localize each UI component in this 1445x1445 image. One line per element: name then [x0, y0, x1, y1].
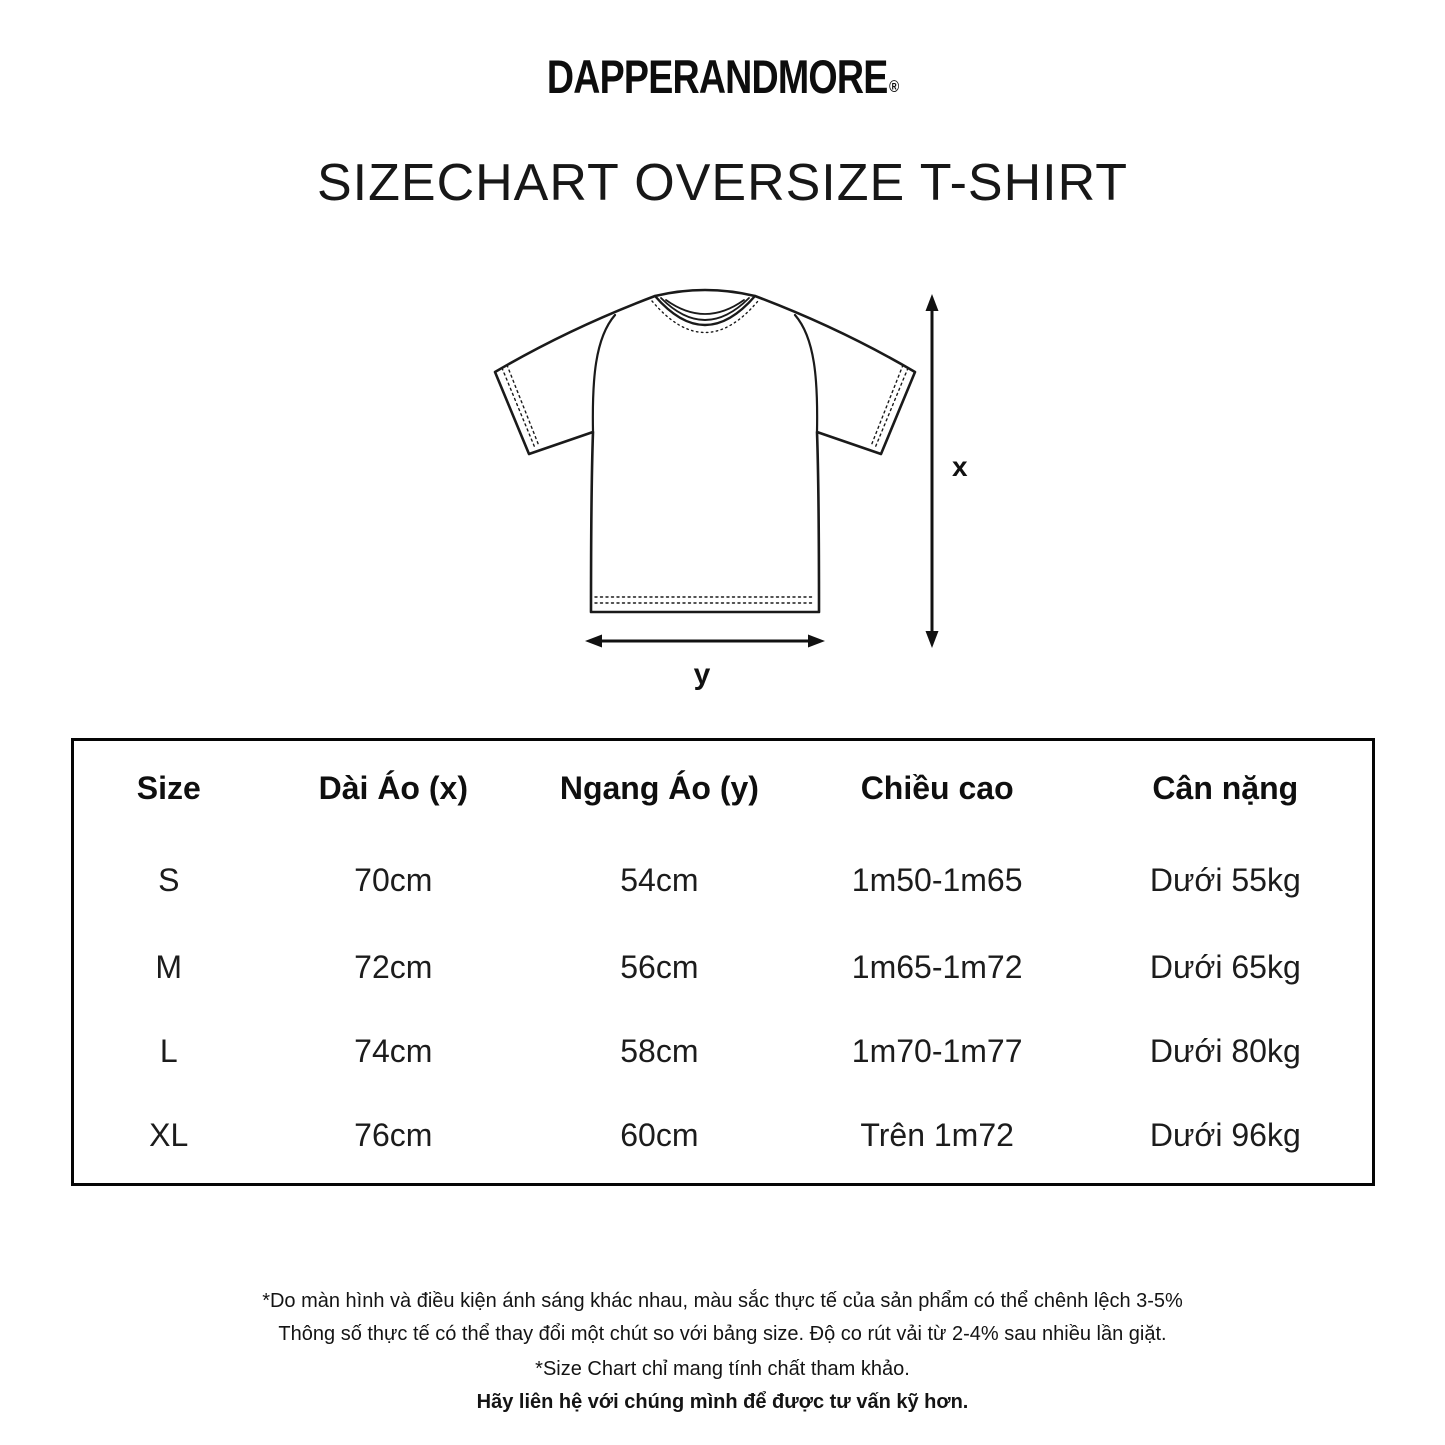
- registered-trademark-mark: ®: [888, 77, 899, 96]
- x-label: x: [952, 451, 968, 482]
- row-s-weight: Dưới 55kg: [1149, 861, 1301, 898]
- row-m-width: 56cm: [620, 948, 699, 985]
- row-s-size: S: [158, 861, 180, 898]
- note-line-1: *Do màn hình và điều kiện ánh sáng khác nhau, màu sắc thực tế của sản phẩm có thể chênh lệch 3-5%: [262, 1290, 1183, 1312]
- note-line-4: Hãy liên hệ với chúng mình để được tư vấn kỹ hơn.: [476, 1391, 969, 1413]
- row-xl-length: 76cm: [354, 1116, 433, 1153]
- brand-logo: [0, 50, 1445, 112]
- row-xl-weight: Dưới 96kg: [1149, 1116, 1301, 1153]
- page-title: SIZECHART OVERSIZE T-SHIRT: [317, 154, 1128, 212]
- row-l-width: 58cm: [620, 1032, 699, 1069]
- note-line-3: *Size Chart chỉ mang tính chất tham khảo.: [535, 1358, 910, 1380]
- reference-notes: [0, 1353, 1445, 1419]
- tshirt-measurement-diagram: [465, 268, 1025, 693]
- width-arrow-y: [585, 635, 825, 648]
- row-m-height: 1m65-1m72: [851, 948, 1023, 985]
- note-line-2: Thông số thực tế có thể thay đổi một chút so với bảng size. Độ co rút vải từ 2-4% sau nhiều lần giặt.: [278, 1323, 1167, 1345]
- row-xl-height: Trên 1m72: [860, 1116, 1014, 1153]
- tshirt-outline: [495, 290, 915, 612]
- row-m-size: M: [155, 948, 183, 985]
- length-arrow-x: [926, 294, 939, 648]
- row-l-length: 74cm: [354, 1032, 433, 1069]
- row-s-width: 54cm: [620, 861, 699, 898]
- size-table: [71, 738, 1375, 1186]
- brand-logo-text: DAPPERANDMORE: [546, 50, 888, 103]
- header-weight: Cân nặng: [1152, 769, 1299, 806]
- row-xl-width: 60cm: [620, 1116, 699, 1153]
- y-label: y: [693, 658, 711, 691]
- row-l-weight: Dưới 80kg: [1149, 1032, 1301, 1069]
- row-l-height: 1m70-1m77: [851, 1032, 1023, 1069]
- row-m-weight: Dưới 65kg: [1149, 948, 1301, 985]
- row-s-height: 1m50-1m65: [851, 861, 1023, 898]
- row-m-length: 72cm: [354, 948, 433, 985]
- row-s-length: 70cm: [354, 861, 433, 898]
- disclaimer-notes: [0, 1285, 1445, 1351]
- header-height: Chiều cao: [860, 769, 1014, 806]
- row-l-size: L: [159, 1032, 178, 1069]
- row-xl-size: XL: [149, 1116, 189, 1153]
- header-length: Dài Áo (x): [318, 769, 468, 806]
- header-width: Ngang Áo (y): [559, 769, 759, 806]
- header-size: Size: [136, 769, 201, 806]
